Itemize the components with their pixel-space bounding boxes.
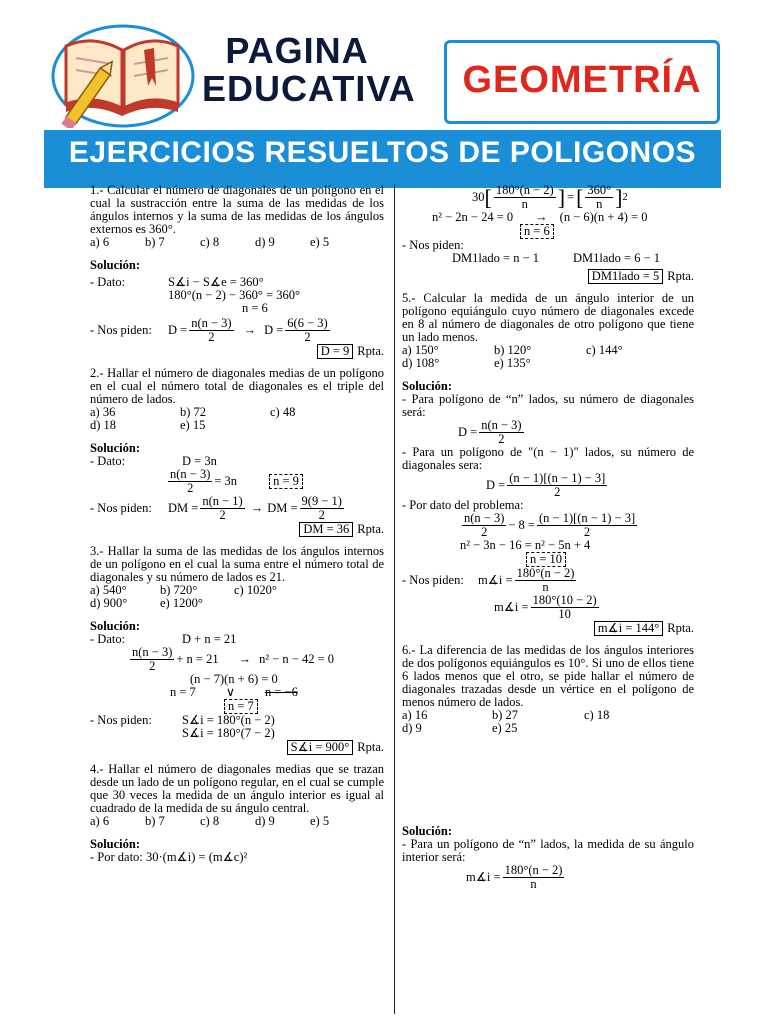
- problem-5: [402, 292, 694, 636]
- fraction: [537, 512, 637, 539]
- solution-heading: Solución:: [402, 379, 453, 393]
- equation: n² − 3n − 16 = n² − 5n + 4: [460, 538, 591, 552]
- result-box: n = 10: [526, 552, 566, 567]
- solution-heading: Solución:: [90, 837, 141, 851]
- equation-lhs: m∡i =: [478, 573, 513, 587]
- rpta-label: Rpta.: [667, 621, 694, 635]
- numerator: 9(9 − 1): [301, 494, 342, 508]
- solution-heading: Solución:: [402, 824, 453, 838]
- option: a) 6: [90, 235, 110, 249]
- arrow-icon: →: [250, 501, 264, 515]
- subject-title: GEOMETRÍA: [462, 59, 702, 101]
- discarded-solution: n = −6: [264, 685, 298, 699]
- option: c) 8: [200, 814, 220, 828]
- equation-lhs: D =: [486, 478, 506, 492]
- equation-lhs: m∡i =: [494, 600, 529, 614]
- option: e) 5: [310, 235, 330, 249]
- problem-6: [402, 644, 694, 891]
- option: d) 108°: [402, 356, 440, 370]
- numerator: n(n − 3): [132, 645, 173, 659]
- brand-name: [202, 30, 416, 109]
- option: a) 6: [90, 814, 110, 828]
- book-pencil-logo: [48, 16, 198, 128]
- option: e) 5: [310, 814, 330, 828]
- denominator: n: [521, 197, 528, 211]
- denominator: 2: [149, 659, 156, 673]
- equation: n² − n − 42 = 0: [259, 652, 335, 666]
- equation: S∡i = 180°(n − 2): [182, 713, 275, 727]
- fraction: [531, 594, 599, 621]
- numerator: (n − 1)[(n − 1) − 3]: [538, 511, 636, 525]
- right-column: [402, 184, 694, 891]
- numerator: n(n − 3): [464, 511, 505, 525]
- option: a) 16: [402, 708, 428, 722]
- left-column: [90, 184, 384, 864]
- problem-6-options: [402, 709, 694, 735]
- problem-2-statement: 2.- Hallar el número de diagonales medias de un polígono en el cual el número total de diagonales es el triple del número de lados.: [90, 366, 384, 406]
- numerator: 180°(n − 2): [504, 863, 563, 877]
- numerator: n(n − 3): [191, 316, 232, 330]
- numerator: 180°(n − 2): [516, 566, 575, 580]
- problem-3-statement: 3.- Hallar la suma de las medidas de los ángulos internos de un polígono en el cual la suma entre el número total de diagonales y su número de lados es 21.: [90, 544, 384, 584]
- equation-lhs: DM =: [267, 501, 298, 515]
- rpta-label: Rpta.: [667, 269, 694, 283]
- option: a) 36: [90, 405, 116, 419]
- equation: DM1lado = n − 1: [452, 251, 540, 265]
- option: b) 720°: [160, 583, 198, 597]
- denominator: 2: [583, 525, 591, 539]
- denominator: 2: [481, 525, 488, 539]
- problem-4: [90, 763, 384, 864]
- or-symbol: ∨: [225, 685, 235, 699]
- fraction: [200, 495, 244, 522]
- fraction: [515, 567, 577, 594]
- step-text: - Para un polígono de "(n − 1)" lados, su número de diagonales sera:: [402, 445, 694, 472]
- result-box: n = 6: [520, 224, 554, 239]
- option: b) 120°: [494, 343, 532, 357]
- problem-5-options: [402, 344, 694, 370]
- equation: n = 7: [170, 685, 196, 699]
- equation-lhs: D =: [168, 323, 188, 337]
- fraction: [494, 184, 556, 211]
- dato-label: - Dato:: [90, 275, 126, 289]
- numerator: 180°(n − 2): [495, 183, 554, 197]
- equation: n² − 2n − 24 = 0: [432, 210, 514, 224]
- result-box: n = 9: [269, 474, 303, 489]
- step-text: - Para polígono de “n” lados, su número de diagonales será:: [402, 392, 694, 419]
- rpta-label: Rpta.: [357, 522, 384, 536]
- exponent: 2: [622, 192, 628, 203]
- nos-piden-label: - Nos piden:: [402, 238, 464, 252]
- equation-lhs: DM =: [168, 501, 199, 515]
- equation-lhs: 30: [472, 190, 485, 204]
- page-title: EJERCICIOS RESUELTOS DE POLIGONOS: [68, 136, 697, 169]
- arrow-icon: →: [238, 652, 252, 666]
- problem-6-statement: 6.- La diferencia de las medidas de los ángulos interiores de dos polígonos equiángulos es 10°. Si uno de ellos tiene 6 lados menos que el otro, se pide hallar el número de diagonales trazadas desde un vértice en el polígono de menos número de lados.: [402, 643, 694, 709]
- equation-rhs: = 3n: [214, 474, 238, 488]
- equation: (n − 6)(n + 4) = 0: [559, 210, 648, 224]
- arrow-icon: →: [243, 323, 257, 337]
- result-box: n = 7: [224, 699, 258, 714]
- denominator: n: [596, 197, 603, 211]
- por-dato-label: - Por dato:: [90, 850, 143, 864]
- answer-box: m∡i = 144°: [594, 621, 663, 636]
- answer-box: DM = 36: [299, 522, 353, 537]
- equation: DM1lado = 6 − 1: [573, 251, 661, 265]
- denominator: 2: [498, 432, 505, 446]
- arrow-icon: →: [535, 210, 548, 224]
- fraction: [130, 646, 174, 673]
- nos-piden-label: - Nos piden:: [402, 573, 464, 587]
- numerator: 6(6 − 3): [287, 316, 328, 330]
- solution-heading: Solución:: [90, 258, 141, 272]
- problem-4-options: [90, 815, 384, 828]
- fraction: [168, 468, 212, 495]
- equation: n = 6: [242, 301, 268, 315]
- option: a) 540°: [90, 583, 127, 597]
- equation: 30·(m∡i) = (m∡c)²: [146, 850, 248, 864]
- column-divider: [394, 184, 395, 1014]
- problem-5-statement: 5.- Calcular la medida de un ángulo interior de un polígono equiángulo cuyo número de diagonales excede en 8 al número de diagonales de otro polígono que tiene un lado menos.: [402, 291, 694, 344]
- numerator: n(n − 3): [481, 418, 522, 432]
- equation: (n − 7)(n + 6) = 0: [190, 672, 278, 686]
- option: e) 1200°: [160, 596, 203, 610]
- option: e) 135°: [494, 356, 531, 370]
- step-text: - Por dato del problema:: [402, 498, 524, 512]
- option: b) 7: [145, 235, 165, 249]
- equals-sign: =: [567, 190, 575, 204]
- numerator: 360°: [587, 183, 612, 197]
- option: e) 15: [180, 418, 206, 432]
- option: d) 18: [90, 418, 117, 432]
- nos-piden-label: - Nos piden:: [90, 713, 152, 727]
- fraction: [300, 495, 344, 522]
- denominator: 2: [304, 330, 311, 344]
- nos-piden-label: - Nos piden:: [90, 323, 152, 337]
- denominator: 10: [558, 607, 571, 621]
- equation: S∡i = 180°(7 − 2): [182, 726, 275, 740]
- equation: 180°(n − 2) − 360° = 360°: [168, 288, 300, 302]
- dato-label: - Dato:: [90, 632, 126, 646]
- option: b) 27: [492, 708, 519, 722]
- fraction: [462, 512, 506, 539]
- numerator: n(n − 3): [170, 467, 211, 481]
- fraction: [285, 317, 329, 344]
- option: d) 9: [402, 721, 422, 735]
- fraction: [503, 864, 565, 891]
- option: d) 9: [255, 814, 275, 828]
- numerator: (n − 1)[(n − 1) − 3]: [509, 471, 606, 485]
- subject-box: [444, 40, 720, 124]
- problem-4-continued: 30 [ $\frac{180^\circ(n - 2)}{n}$ ] = [ $\frac{360^\circ}{n}$ ] 2 n² − 2n − 24 = 0 → (n − 6)(n + 4) = 0 n = 6 - Nos piden: DM1lado = n − 1 DM1lado = 6 − 1 DM1lado = 5 Rpta.: [402, 183, 694, 283]
- dato-label: - Dato:: [90, 454, 126, 468]
- denominator: 2: [318, 508, 325, 522]
- answer-box: DM1lado = 5: [588, 269, 663, 284]
- problem-4-statement: 4.- Hallar el número de diagonales medias que se trazan desde un lado de un polígono regular, en el cual se cumple que 30 veces la medida de un ángulo interior es igual al cuadrado de la medida de su ángulo central.: [90, 762, 384, 815]
- numerator: 180°(10 − 2): [532, 593, 597, 607]
- option: b) 7: [145, 814, 165, 828]
- option: d) 9: [255, 235, 275, 249]
- equation: S∡i − S∡e = 360°: [168, 275, 264, 289]
- problem-2: [90, 367, 384, 537]
- option: c) 18: [584, 708, 610, 722]
- fraction: [479, 419, 523, 446]
- brand-line-1: PAGINA: [225, 30, 369, 71]
- step-text: - Para un polígono de “n” lados, la medida de su ángulo interior será:: [402, 837, 694, 864]
- fraction: [585, 184, 613, 211]
- equation-lhs: m∡i =: [466, 870, 501, 884]
- equation-rhs: + n = 21: [176, 652, 219, 666]
- solution-heading: Solución:: [90, 619, 141, 633]
- problem-3: [90, 545, 384, 755]
- equation-lhs: D =: [458, 425, 478, 439]
- rpta-label: Rpta.: [357, 344, 384, 358]
- option: e) 25: [492, 721, 518, 735]
- nos-piden-label: - Nos piden:: [90, 501, 152, 515]
- denominator: n: [530, 877, 537, 891]
- equation-mid: − 8 =: [508, 518, 535, 532]
- numerator: n(n − 1): [202, 494, 243, 508]
- answer-box: D = 9: [317, 344, 354, 359]
- option: c) 48: [270, 405, 296, 419]
- option: d) 900°: [90, 596, 128, 610]
- fraction: [189, 317, 233, 344]
- denominator: 2: [219, 508, 226, 522]
- option: b) 72: [180, 405, 207, 419]
- brand-line-2: EDUCATIVA: [202, 68, 416, 109]
- problem-1: [90, 184, 384, 359]
- solution-heading: Solución:: [90, 441, 141, 455]
- problem-3-options: [90, 584, 384, 610]
- denominator: n: [542, 580, 549, 594]
- equation-lhs: D =: [264, 323, 284, 337]
- header-banner: [44, 14, 721, 176]
- rpta-label: Rpta.: [357, 740, 384, 754]
- problem-2-options: [90, 406, 384, 432]
- option: c) 1020°: [234, 583, 277, 597]
- denominator: 2: [187, 481, 194, 495]
- equation: D = 3n: [182, 454, 217, 468]
- denominator: 2: [208, 330, 215, 344]
- fraction: [507, 472, 607, 499]
- option: c) 8: [200, 235, 220, 249]
- answer-box: S∡i = 900°: [287, 740, 354, 755]
- problem-1-statement: 1.- Calcular el número de diagonales de un polígono en el cual la sustracción entre la suma de las medidas de los ángulos internos y la suma de las medidas de los ángulos externos es 360°.: [90, 183, 384, 236]
- problem-1-options: [90, 236, 384, 249]
- option: c) 144°: [586, 343, 623, 357]
- equation: D + n = 21: [182, 632, 237, 646]
- option: a) 150°: [402, 343, 439, 357]
- denominator: 2: [554, 485, 561, 499]
